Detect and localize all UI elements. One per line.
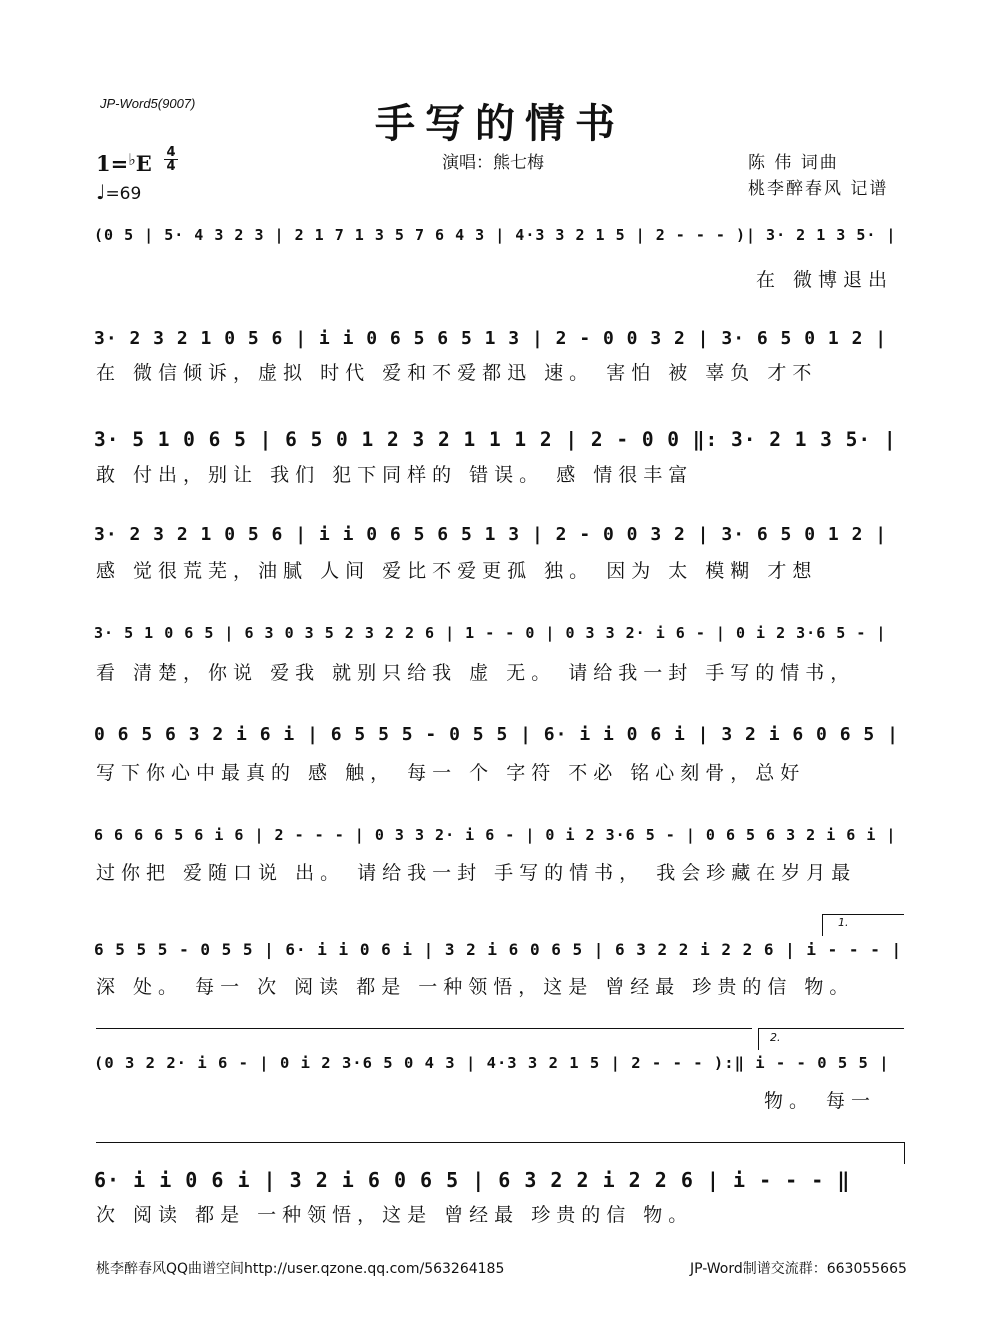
score-line-9-music: (0 3 2 2· i 6 - | 0 i 2 3·6 5 0 4 3 | 4·3 3 2 1 5 | 2 - - - ):‖ i - - 0 5 5 | [94, 1054, 890, 1072]
score-line-1-lyrics: 在 微博退出 [756, 269, 894, 291]
score-line-7-lyrics: 过你把 爱随口说 出。 请给我一封 手写的情书， 我会珍藏在岁月最 [96, 862, 857, 884]
volta-1-label: 1. [838, 916, 849, 929]
flat-sign: ♭ [128, 150, 136, 169]
key-prefix: 1= [96, 151, 129, 176]
software-version: JP-Word5(9007) [100, 96, 196, 111]
score-line-10-lyrics: 次 阅读 都是 一种领悟，这是 曾经最 珍贵的信 物。 [96, 1204, 694, 1226]
volta-2-label: 2. [770, 1031, 781, 1044]
score-line-5-lyrics: 看 清楚，你说 爱我 就别只给我 虚 无。 请给我一封 手写的情书， [96, 662, 856, 684]
volta-2-bracket [758, 1028, 904, 1029]
footer-group: JP-Word制谱交流群：663055665 [690, 1261, 907, 1277]
score-line-9-lyrics: 物。 每一 [764, 1090, 877, 1112]
volta-1-bracket-side [822, 914, 823, 936]
footer-website: 桃李醉春风QQ曲谱空间http://user.qzone.qq.com/563264185 [96, 1261, 505, 1277]
composer: 陈 伟 词曲 [748, 153, 839, 173]
score-line-7-music: 6 6 6 6 5 6 i 6 | 2 - - - | 0 3 3 2· i 6 - | 0 i 2 3·6 5 - | 0 6 5 6 3 2 i 6 i | [94, 826, 897, 844]
score-line-6-lyrics: 写下你心中最真的 感 触， 每一 个 字符 不必 铭心刻骨，总好 [96, 762, 806, 784]
transcriber: 桃李醉春风 记谱 [748, 179, 889, 199]
score-line-4-lyrics: 感 觉很荒芜，油腻 人间 爱比不爱更孤 独。 因为 太 模糊 才想 [96, 560, 818, 582]
bracket-line-final-side [904, 1142, 905, 1164]
score-line-3-music: 3· 5 1 0 6 5 | 6 5 0 1 2 3 2 1 1 1 2 | 2 - 0 0 ‖: 3· 2 1 3 5· | [94, 428, 897, 451]
score-line-8-music: 6 5 5 5 - 0 5 5 | 6· i i 0 6 i | 3 2 i 6 0 6 5 | 6 3 2 2 i 2 2 6 | i - - - | [94, 940, 903, 959]
score-line-8-lyrics: 深 处。 每一 次 阅读 都是 一种领悟，这是 曾经最 珍贵的信 物。 [96, 976, 855, 998]
time-signature [164, 146, 178, 173]
score-line-2-music: 3· 2 3 2 1 0 5 6 | i i 0 6 5 6 5 1 3 | 2 - 0 0 3 2 | 3· 6 5 0 1 2 | [94, 328, 888, 349]
repeat-bracket-line [96, 1028, 752, 1029]
quarter-note-icon: ♩ [96, 180, 106, 204]
volta-1-bracket [822, 914, 904, 915]
bracket-line-final [96, 1142, 904, 1143]
score-line-4-music: 3· 2 3 2 1 0 5 6 | i i 0 6 5 6 5 1 3 | 2 - 0 0 3 2 | 3· 6 5 0 1 2 | [94, 524, 888, 545]
score-line-6-music: 0 6 5 6 3 2 i 6 i | 6 5 5 5 - 0 5 5 | 6· i i 0 6 i | 3 2 i 6 0 6 5 | [94, 724, 899, 745]
key-note: E [135, 151, 152, 176]
tempo-value: =69 [105, 184, 142, 204]
tempo-marking [96, 180, 141, 204]
score-line-5-music: 3· 5 1 0 6 5 | 6 3 0 3 5 2 3 2 2 6 | 1 - - 0 | 0 3 3 2· i 6 - | 0 i 2 3·6 5 - | [94, 624, 887, 642]
singer: 演唱：熊七梅 [442, 153, 544, 173]
song-title: 手写的情书 [375, 100, 625, 147]
score-line-2-lyrics: 在 微信倾诉，虚拟 时代 爱和不爱都迅 速。 害怕 被 辜负 才不 [96, 362, 818, 384]
time-denominator: 4 [164, 159, 178, 173]
time-numerator: 4 [166, 145, 176, 160]
score-line-1-music: (0 5 | 5· 4 3 2 3 | 2 1 7 1 3 5 7 6 4 3 | 4·3 3 2 1 5 | 2 - - - )| 3· 2 1 3 5· | [94, 226, 897, 244]
score-line-10-music: 6· i i 0 6 i | 3 2 i 6 0 6 5 | 6 3 2 2 i 2 2 6 | i - - - ‖ [94, 1168, 851, 1192]
score-line-3-lyrics: 敢 付出，别让 我们 犯下同样的 错误。 感 情很丰富 [96, 464, 694, 486]
key-signature [96, 150, 152, 176]
volta-2-bracket-side [758, 1028, 759, 1050]
